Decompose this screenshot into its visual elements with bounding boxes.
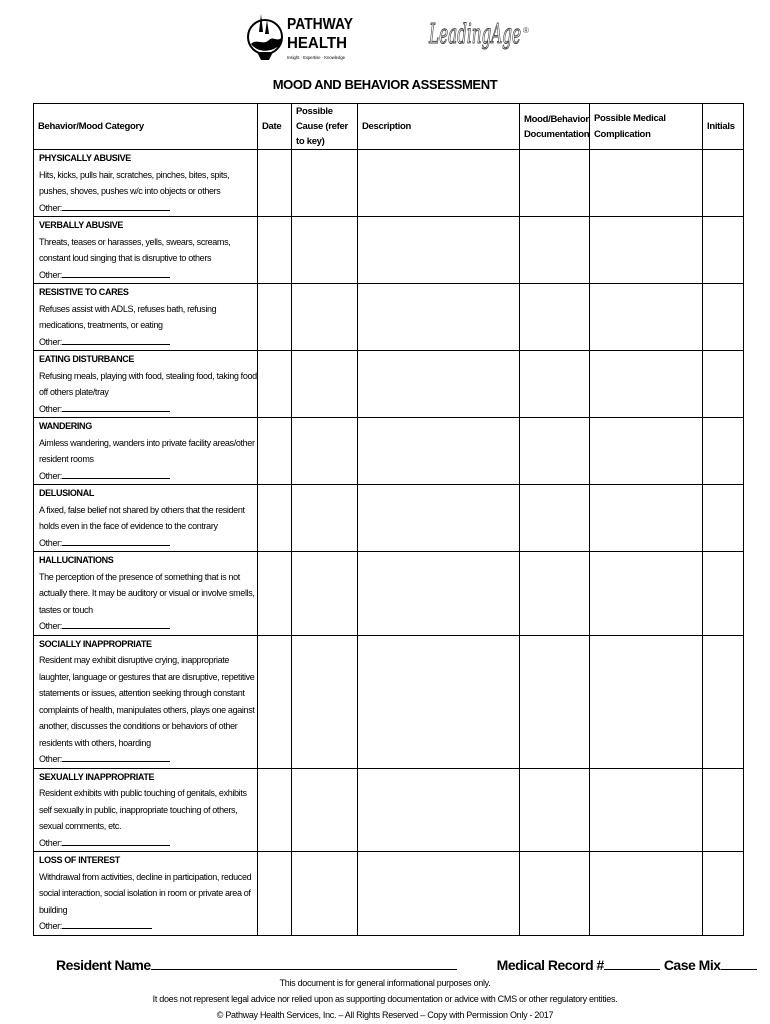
pathway-health-logo	[247, 4, 357, 68]
initials-cell[interactable]	[703, 852, 744, 936]
category-description: A fixed, false belief not shared by others that the resident holds even in the face of evidence to the contrary	[39, 504, 245, 531]
complication-cell[interactable]	[590, 768, 703, 852]
other-label: Other:	[39, 403, 62, 414]
other-blank-field[interactable]	[62, 201, 170, 211]
table-row	[34, 768, 744, 852]
possible-cause-cell[interactable]	[292, 635, 358, 768]
category-name: SEXUALLY INAPPROPRIATE	[39, 771, 155, 782]
other-line	[39, 401, 257, 418]
table-row	[34, 351, 744, 418]
other-label: Other:	[39, 537, 62, 548]
category-description: Threats, teases or harasses, yells, swears, screams, constant loud singing that is disruptive to others	[39, 236, 231, 263]
table-row	[34, 552, 744, 636]
other-blank-field[interactable]	[62, 268, 170, 278]
date-cell[interactable]	[258, 635, 292, 768]
description-cell[interactable]	[358, 418, 520, 485]
complication-cell[interactable]	[590, 284, 703, 351]
table-row	[34, 635, 744, 768]
initials-cell[interactable]	[703, 150, 744, 217]
other-label: Other:	[39, 269, 62, 280]
description-cell[interactable]	[358, 217, 520, 284]
description-cell[interactable]	[358, 150, 520, 217]
other-label: Other:	[39, 470, 62, 481]
category-description: Hits, kicks, pulls hair, scratches, pinches, bites, spits, pushes, shoves, pushes w/c into objects or others	[39, 169, 230, 196]
other-line	[39, 618, 257, 635]
other-line	[39, 751, 257, 768]
other-blank-field[interactable]	[62, 836, 170, 846]
description-cell[interactable]	[358, 485, 520, 552]
logo-base	[257, 52, 273, 60]
category-description: Refuses assist with ADLS, refuses bath, refusing medications, treatments, or eating	[39, 303, 217, 330]
description-cell[interactable]	[358, 552, 520, 636]
header-possible-cause	[292, 104, 358, 150]
other-line	[39, 835, 257, 852]
header-cause-text: Possible Cause (refer to key)	[296, 106, 348, 147]
header-category: Behavior/Mood Category	[34, 104, 258, 150]
other-line	[39, 267, 257, 284]
category-cell	[34, 485, 258, 552]
category-cell	[34, 418, 258, 485]
table-row	[34, 217, 744, 284]
table-body	[34, 150, 744, 936]
category-description: Refusing meals, playing with food, stealing food, taking food off others plate/tray	[39, 370, 257, 397]
other-blank-field[interactable]	[62, 469, 170, 479]
header-documentation-text: Mood/Behavior Documentation	[524, 113, 590, 140]
date-cell[interactable]	[258, 217, 292, 284]
category-name: LOSS OF INTEREST	[39, 855, 120, 865]
initials-cell[interactable]	[703, 284, 744, 351]
other-label: Other:	[39, 621, 62, 631]
other-blank-field[interactable]	[62, 335, 170, 345]
table-row	[34, 284, 744, 351]
category-name: HALLUCINATIONS	[39, 555, 114, 565]
medical-record-label: Medical Record #	[496, 957, 604, 973]
other-label: Other:	[39, 754, 62, 764]
complication-cell[interactable]	[590, 635, 703, 768]
date-cell[interactable]	[258, 351, 292, 418]
medical-record-field[interactable]	[604, 955, 660, 970]
category-cell	[34, 552, 258, 636]
description-cell[interactable]	[358, 768, 520, 852]
table-header-row	[34, 104, 744, 150]
date-cell[interactable]	[258, 768, 292, 852]
assessment-table	[33, 103, 744, 936]
initials-cell[interactable]	[703, 217, 744, 284]
possible-cause-cell[interactable]	[292, 418, 358, 485]
documentation-cell[interactable]	[520, 852, 590, 936]
logo-tree	[259, 14, 269, 34]
date-cell[interactable]	[258, 552, 292, 636]
logo-leadingage-text: LeadingAge	[428, 19, 521, 50]
initials-cell[interactable]	[703, 635, 744, 768]
possible-cause-cell[interactable]	[292, 351, 358, 418]
category-cell	[34, 217, 258, 284]
initials-cell[interactable]	[703, 552, 744, 636]
table-row	[34, 852, 744, 936]
logo-tagline: Insight · Expertise · Knowledge	[287, 55, 346, 60]
category-description: Resident may exhibit disruptive crying, inappropriate laughter, language or gestures that are disruptive, repetitive statements or issues, attention seeking through constant complaints of health, manipulates others, plays one against another, discusses the conditions or behaviors of other residents with others, hoarding	[39, 655, 255, 748]
initials-cell[interactable]	[703, 768, 744, 852]
header-documentation	[520, 104, 590, 150]
other-blank-field[interactable]	[62, 752, 170, 762]
other-label: Other:	[39, 921, 62, 931]
other-line	[39, 918, 257, 935]
description-cell[interactable]	[358, 635, 520, 768]
table-row	[34, 485, 744, 552]
date-cell[interactable]	[258, 418, 292, 485]
documentation-cell[interactable]	[520, 418, 590, 485]
header-complication: Possible Medical Complication	[590, 104, 703, 150]
complication-cell[interactable]	[590, 852, 703, 936]
initials-cell[interactable]	[703, 485, 744, 552]
documentation-cell[interactable]	[520, 217, 590, 284]
documentation-cell[interactable]	[520, 768, 590, 852]
documentation-cell[interactable]	[520, 635, 590, 768]
header-date: Date	[258, 104, 292, 150]
complication-cell[interactable]	[590, 418, 703, 485]
leadingage-logo	[427, 5, 537, 57]
other-line	[39, 334, 257, 351]
possible-cause-cell[interactable]	[292, 284, 358, 351]
date-cell[interactable]	[258, 150, 292, 217]
possible-cause-cell[interactable]	[292, 150, 358, 217]
table-row	[34, 418, 744, 485]
category-name: PHYSICALLY ABUSIVE	[39, 153, 131, 163]
signature-line	[56, 955, 721, 973]
other-label: Other:	[39, 202, 62, 213]
possible-cause-cell[interactable]	[292, 768, 358, 852]
logo-word-pathway: PATHWAY	[287, 16, 354, 33]
header-initials: Initials	[703, 104, 744, 150]
registered-mark: ®	[523, 26, 529, 35]
complication-cell[interactable]	[590, 217, 703, 284]
category-name: WANDERING	[39, 421, 92, 431]
category-name: RESISTIVE TO CARES	[39, 287, 129, 297]
documentation-cell[interactable]	[520, 485, 590, 552]
resident-name-field[interactable]	[151, 955, 457, 970]
category-cell	[34, 635, 258, 768]
possible-cause-cell[interactable]	[292, 485, 358, 552]
category-cell	[34, 284, 258, 351]
category-cell	[34, 150, 258, 217]
category-description: Aimless wandering, wanders into private facility areas/other resident rooms	[39, 437, 255, 464]
documentation-cell[interactable]	[520, 552, 590, 636]
table-row	[34, 150, 744, 217]
date-cell[interactable]	[258, 284, 292, 351]
description-cell[interactable]	[358, 351, 520, 418]
other-label: Other:	[39, 336, 62, 347]
case-mix-label: Case Mix	[663, 957, 721, 973]
resident-name-label: Resident Name	[56, 957, 151, 973]
other-line	[39, 468, 257, 485]
form-title: MOOD AND BEHAVIOR ASSESSMENT	[272, 77, 498, 92]
description-cell[interactable]	[358, 284, 520, 351]
disclaimer-line-2: It does not represent legal advice nor relied upon as supporting documentation or advice with CMS or other regulatory entities.	[152, 994, 618, 1004]
category-name: SOCIALLY INAPPROPRIATE	[39, 638, 152, 649]
complication-cell[interactable]	[590, 552, 703, 636]
header-description: Description	[358, 104, 520, 150]
category-description: Resident exhibits with public touching of genitals, exhibits self sexually in public, inappropriate touching of others, sexual comments, etc.	[39, 788, 247, 831]
category-cell	[34, 768, 258, 852]
category-description: The perception of the presence of something that is not actually there. It may be auditory or visual or involve smells, tastes or touch	[39, 571, 255, 615]
category-cell	[34, 351, 258, 418]
possible-cause-cell[interactable]	[292, 852, 358, 936]
logo-word-health: HEALTH	[287, 35, 347, 52]
documentation-cell[interactable]	[520, 351, 590, 418]
other-line	[39, 535, 257, 552]
copyright-line: © Pathway Health Services, Inc. – All Rights Reserved – Copy with Permission Only - 2017	[216, 1010, 554, 1020]
initials-cell[interactable]	[703, 351, 744, 418]
category-name: DELUSIONAL	[39, 488, 95, 498]
category-description: Withdrawal from activities, decline in participation, reduced social interaction, social isolation in room or private area of building	[39, 871, 252, 915]
documentation-cell[interactable]	[520, 150, 590, 217]
other-blank-field[interactable]	[62, 402, 170, 412]
possible-cause-cell[interactable]	[292, 552, 358, 636]
other-blank-field[interactable]	[62, 919, 152, 929]
initials-cell[interactable]	[703, 418, 744, 485]
other-label: Other:	[39, 837, 62, 848]
date-cell[interactable]	[258, 852, 292, 936]
other-blank-field[interactable]	[62, 536, 170, 546]
description-cell[interactable]	[358, 852, 520, 936]
date-cell[interactable]	[258, 485, 292, 552]
complication-cell[interactable]	[590, 351, 703, 418]
other-line	[39, 200, 257, 217]
disclaimer-line-1: This document is for general informational purposes only.	[279, 978, 491, 988]
category-name: VERBALLY ABUSIVE	[39, 220, 124, 230]
category-name: EATING DISTURBANCE	[39, 354, 135, 364]
category-cell	[34, 852, 258, 936]
complication-cell[interactable]	[590, 150, 703, 217]
other-blank-field[interactable]	[62, 619, 170, 629]
documentation-cell[interactable]	[520, 284, 590, 351]
possible-cause-cell[interactable]	[292, 217, 358, 284]
complication-cell[interactable]	[590, 485, 703, 552]
case-mix-field[interactable]	[721, 955, 757, 970]
